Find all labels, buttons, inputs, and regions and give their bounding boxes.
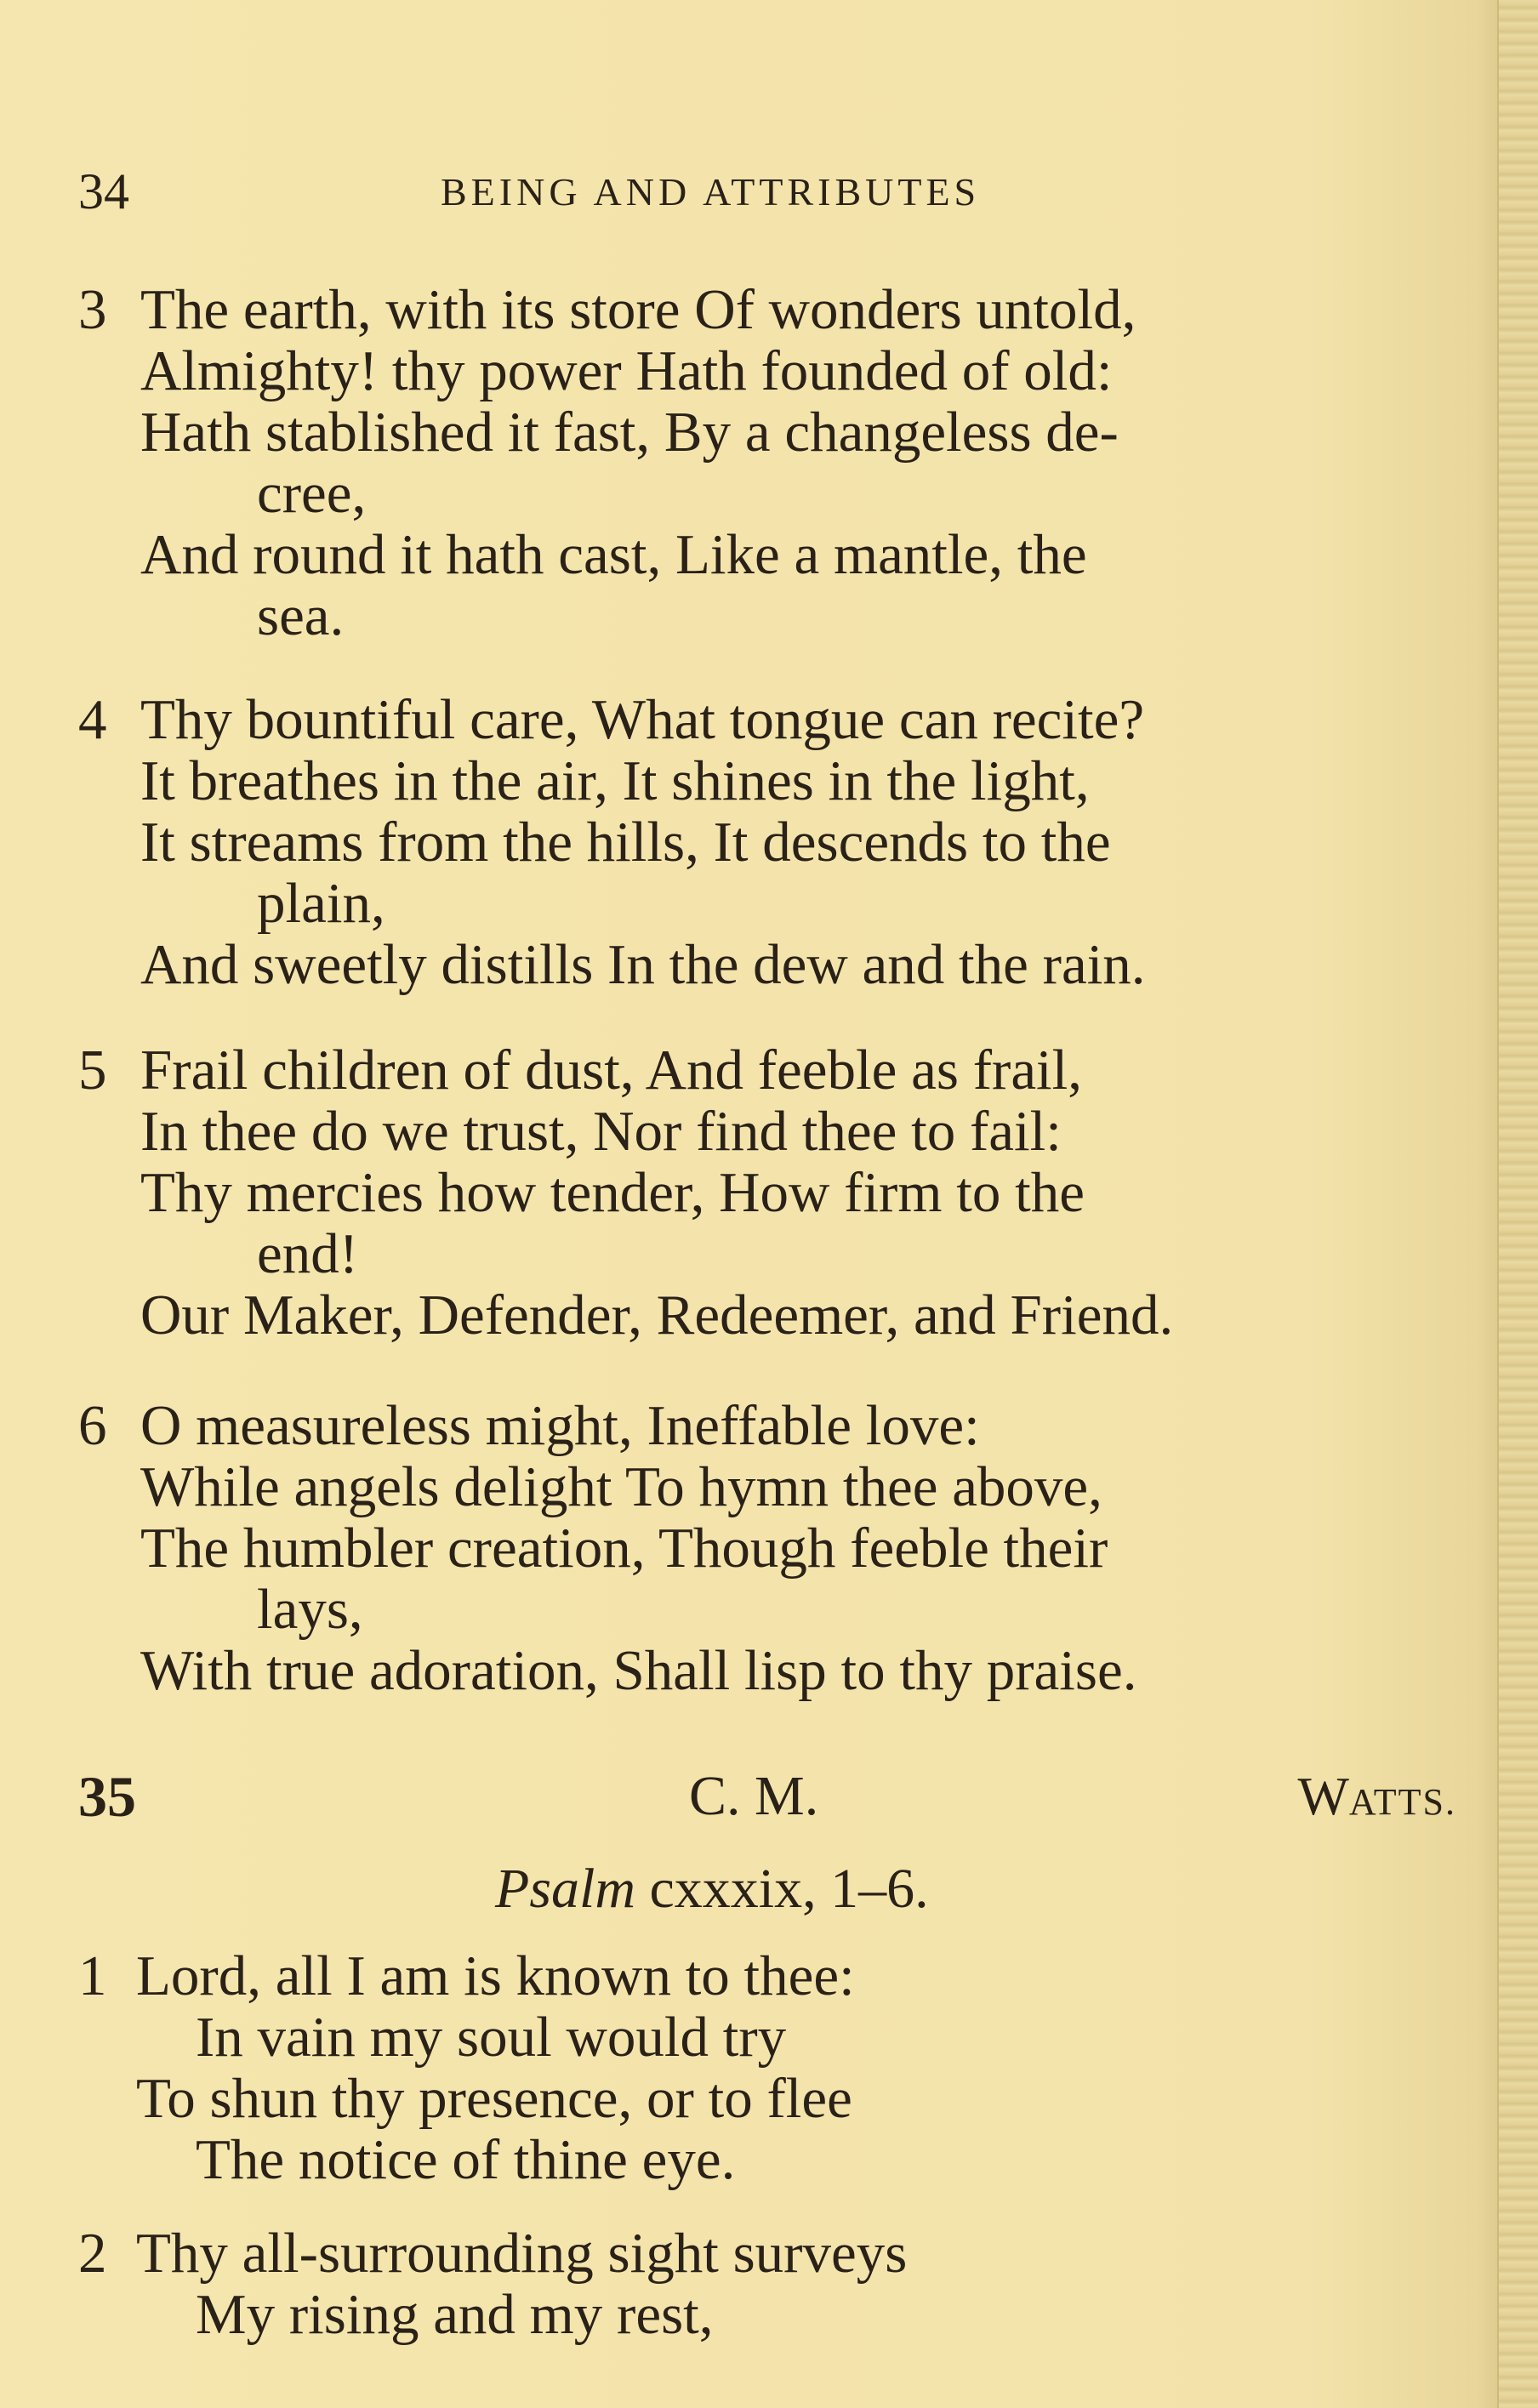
author-initial: W bbox=[1297, 1766, 1349, 1826]
verse-line: With true adoration, Shall lisp to thy praise. bbox=[140, 1639, 1137, 1702]
verse-line-indented: My rising and my rest, bbox=[196, 2283, 714, 2346]
verse-line: Almighty! thy power Hath founded of old: bbox=[140, 339, 1113, 402]
page-header bbox=[78, 162, 1456, 221]
subtitle-italic: Psalm bbox=[495, 1858, 635, 1920]
verse-number: 1 bbox=[78, 1944, 107, 2007]
hymn-meter: C. M. bbox=[689, 1765, 819, 1827]
verse-number: 2 bbox=[78, 2222, 107, 2285]
verse-line: Frail children of dust, And feeble as frail, bbox=[140, 1039, 1083, 1102]
hymn-number: 35 bbox=[78, 1764, 136, 1829]
verse-line: It streams from the hills, It descends to the bbox=[140, 811, 1111, 874]
running-title: BEING AND ATTRIBUTES bbox=[441, 170, 981, 213]
page-edge bbox=[1497, 0, 1538, 2408]
verse-line-continuation: end! bbox=[257, 1222, 359, 1285]
hymn-author bbox=[1297, 1762, 1456, 1836]
verse-line: Lord, all I am is known to thee: bbox=[136, 1944, 855, 2007]
verse-line: And round it hath cast, Like a mantle, the bbox=[140, 523, 1087, 586]
verse-line-continuation: lays, bbox=[257, 1578, 363, 1641]
verse-line: Thy all-surrounding sight surveys bbox=[136, 2222, 908, 2285]
verse-line-continuation: plain, bbox=[257, 872, 385, 935]
verse-line-continuation: sea. bbox=[257, 584, 345, 647]
verse-line: Thy bountiful care, What tongue can recite? bbox=[140, 688, 1145, 751]
verse-line: The humbler creation, Though feeble their bbox=[140, 1517, 1108, 1580]
verse-line: O measureless might, Ineffable love: bbox=[140, 1394, 980, 1457]
verse-line: It breathes in the air, It shines in the light, bbox=[140, 749, 1090, 812]
hymn-35-heading bbox=[78, 1762, 1456, 1830]
verse-line: To shun thy presence, or to flee bbox=[136, 2067, 852, 2130]
subtitle-reference: cxxxix, 1–6. bbox=[635, 1858, 929, 1920]
page-number: 34 bbox=[78, 163, 129, 219]
verse-number: 3 bbox=[78, 278, 107, 341]
verse-line: While angels delight To hymn thee above, bbox=[140, 1455, 1102, 1518]
verse-line: Thy mercies how tender, How firm to the bbox=[140, 1161, 1085, 1224]
verse-line: Our Maker, Defender, Redeemer, and Friend. bbox=[140, 1284, 1174, 1346]
verse-line-continuation: cree, bbox=[257, 462, 367, 525]
verse-line-indented: The notice of thine eye. bbox=[196, 2128, 736, 2191]
verse-number: 4 bbox=[78, 688, 107, 751]
hymn-subtitle bbox=[495, 1857, 929, 1921]
verse-line: The earth, with its store Of wonders untold, bbox=[140, 278, 1136, 341]
author-rest: ATTS. bbox=[1348, 1781, 1456, 1823]
verse-line-indented: In vain my soul would try bbox=[196, 2006, 787, 2069]
verse-line: Hath stablished it fast, By a changeless de- bbox=[140, 401, 1119, 464]
verse-line: In thee do we trust, Nor find thee to fail: bbox=[140, 1100, 1062, 1163]
verse-line: And sweetly distills In the dew and the rain. bbox=[140, 933, 1146, 996]
verse-number: 5 bbox=[78, 1039, 107, 1102]
verse-number: 6 bbox=[78, 1394, 107, 1457]
